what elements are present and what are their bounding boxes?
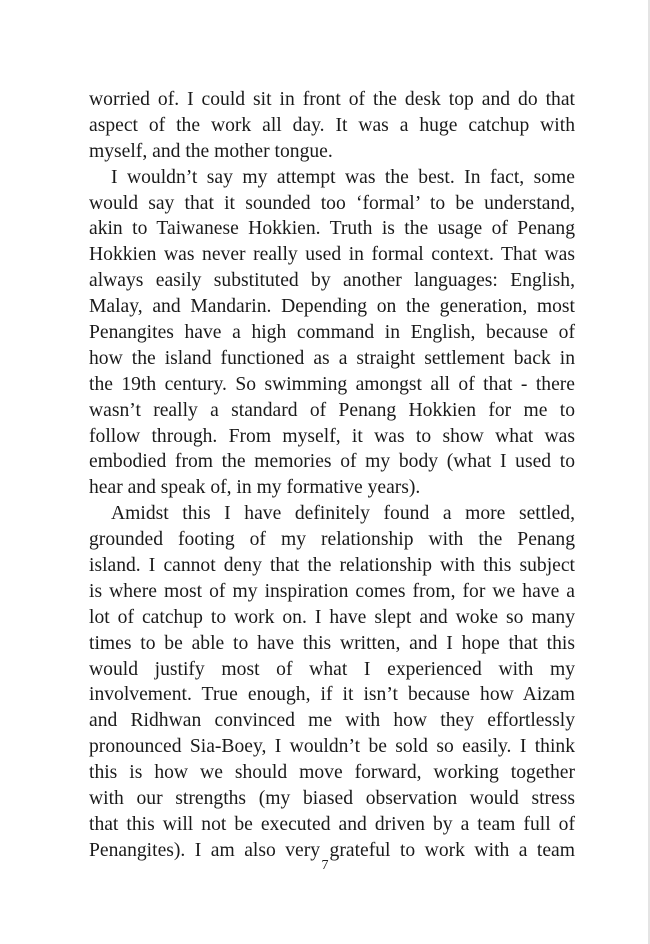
paragraph xyxy=(89,87,575,165)
paragraph xyxy=(89,501,575,863)
text-line: wasn’t really a standard of Penang Hokkien for me to xyxy=(89,399,575,421)
text-line: aspect of the work all day. It was a huge catchup with xyxy=(89,114,575,136)
text-line: would say that it sounded too ‘formal’ to be understand, xyxy=(89,192,575,214)
text-line: Penangites). I am also very grateful to work with a team xyxy=(89,839,575,861)
text-line: times to be able to have this written, and I hope that this xyxy=(89,632,575,654)
text-line: lot of catchup to work on. I have slept and woke so many xyxy=(89,606,575,628)
text-line: follow through. From myself, it was to show what was xyxy=(89,425,575,447)
text-line: the 19th century. So swimming amongst all of that - there xyxy=(89,373,575,395)
text-line: Hokkien was never really used in formal context. That was xyxy=(89,244,575,266)
text-line: I wouldn’t say my attempt was the best. In fact, some xyxy=(111,166,575,188)
text-line: would justify most of what I experienced with my xyxy=(89,658,575,680)
text-line: always easily substituted by another languages: English, xyxy=(89,270,575,292)
text-line: embodied from the memories of my body (what I used to xyxy=(89,451,575,473)
text-line: Penangites have a high command in English, because of xyxy=(89,322,575,344)
text-line: how the island functioned as a straight settlement back in xyxy=(89,347,575,369)
page-number: 7 xyxy=(321,858,329,873)
text-line: this is how we should move forward, working together xyxy=(89,762,575,784)
text-line: Malay, and Mandarin. Depending on the generation, most xyxy=(89,296,575,318)
text-line: that this will not be executed and driven by a team full of xyxy=(89,813,575,835)
text-line: and Ridhwan convinced me with how they effortlessly xyxy=(89,710,575,732)
text-line: pronounced Sia-Boey, I wouldn’t be sold so easily. I think xyxy=(89,736,575,758)
text-line: grounded footing of my relationship with the Penang xyxy=(89,529,575,551)
text-line: hear and speak of, in my formative years). xyxy=(89,477,421,499)
text-line: worried of. I could sit in front of the desk top and do that xyxy=(89,89,575,110)
text-line: with our strengths (my biased observation would stress xyxy=(89,788,575,810)
text-line: is where most of my inspiration comes from, for we have a xyxy=(89,580,575,602)
paragraph xyxy=(89,165,575,502)
body-text xyxy=(89,87,575,864)
text-line: involvement. True enough, if it isn’t because how Aizam xyxy=(89,684,575,706)
text-line: myself, and the mother tongue. xyxy=(89,140,333,162)
text-line: akin to Taiwanese Hokkien. Truth is the usage of Penang xyxy=(89,218,575,240)
text-line: island. I cannot deny that the relationship with this subject xyxy=(89,555,575,577)
text-line: Amidst this I have definitely found a more settled, xyxy=(111,503,575,525)
